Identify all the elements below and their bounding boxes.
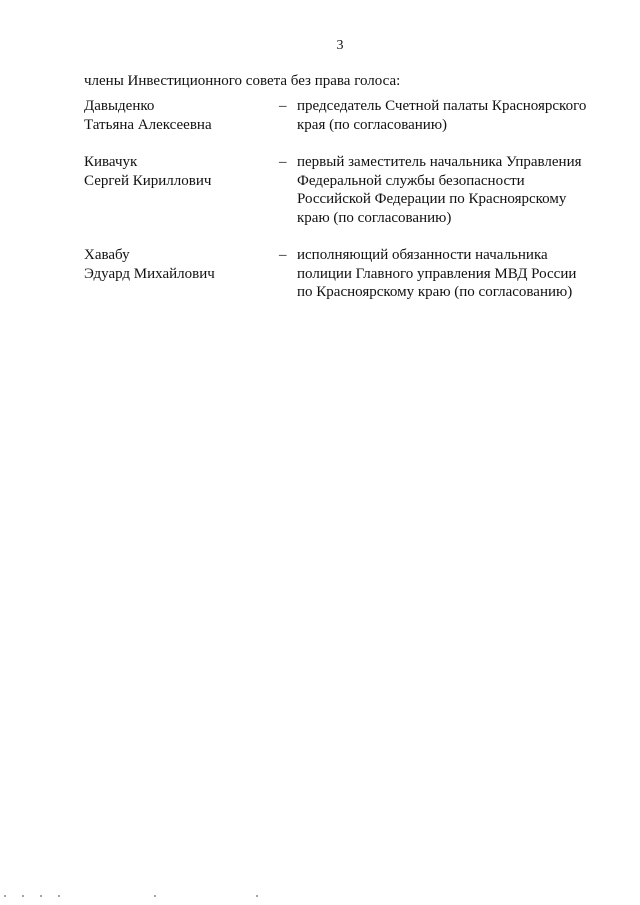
member-role-line: полиции Главного управления МВД России (297, 265, 577, 282)
member-name (84, 153, 279, 227)
member-role (297, 97, 604, 134)
member-entry (84, 97, 604, 134)
member-role-line: края (по согласованию) (297, 116, 448, 133)
member-role (297, 246, 604, 302)
member-role-line: Российской Федерации по Красноярскому (297, 191, 567, 207)
member-dash: – (279, 247, 287, 263)
member-role-line: председатель Счетной палаты Красноярского (297, 98, 587, 114)
member-given-names: Сергей Кириллович (84, 172, 212, 189)
member-role-line: исполняющий обязанности начальника (297, 247, 548, 263)
member-dash: – (279, 154, 287, 170)
member-entry (84, 153, 604, 227)
member-role-line: Федеральной службы безопасности (297, 172, 525, 189)
scan-artifact-marks (4, 895, 264, 899)
member-role-line: краю (по согласованию) (297, 209, 452, 226)
member-given-names: Эдуард Михайлович (84, 265, 215, 282)
intro-line: члены Инвестиционного совета без права голоса: (84, 73, 401, 89)
member-given-names: Татьяна Алексеевна (84, 116, 212, 133)
member-surname: Давыденко (84, 98, 155, 114)
member-name (84, 97, 279, 134)
member-role (297, 153, 604, 227)
member-role-line: по Красноярскому краю (по согласованию) (297, 284, 573, 300)
member-surname: Хавабу (84, 247, 130, 263)
member-name (84, 246, 279, 302)
members-list (84, 97, 604, 321)
page-number: 3 (336, 38, 344, 53)
member-role-line: первый заместитель начальника Управления (297, 154, 582, 170)
member-entry (84, 246, 604, 302)
member-dash: – (279, 98, 287, 114)
member-surname: Кивачук (84, 154, 138, 170)
